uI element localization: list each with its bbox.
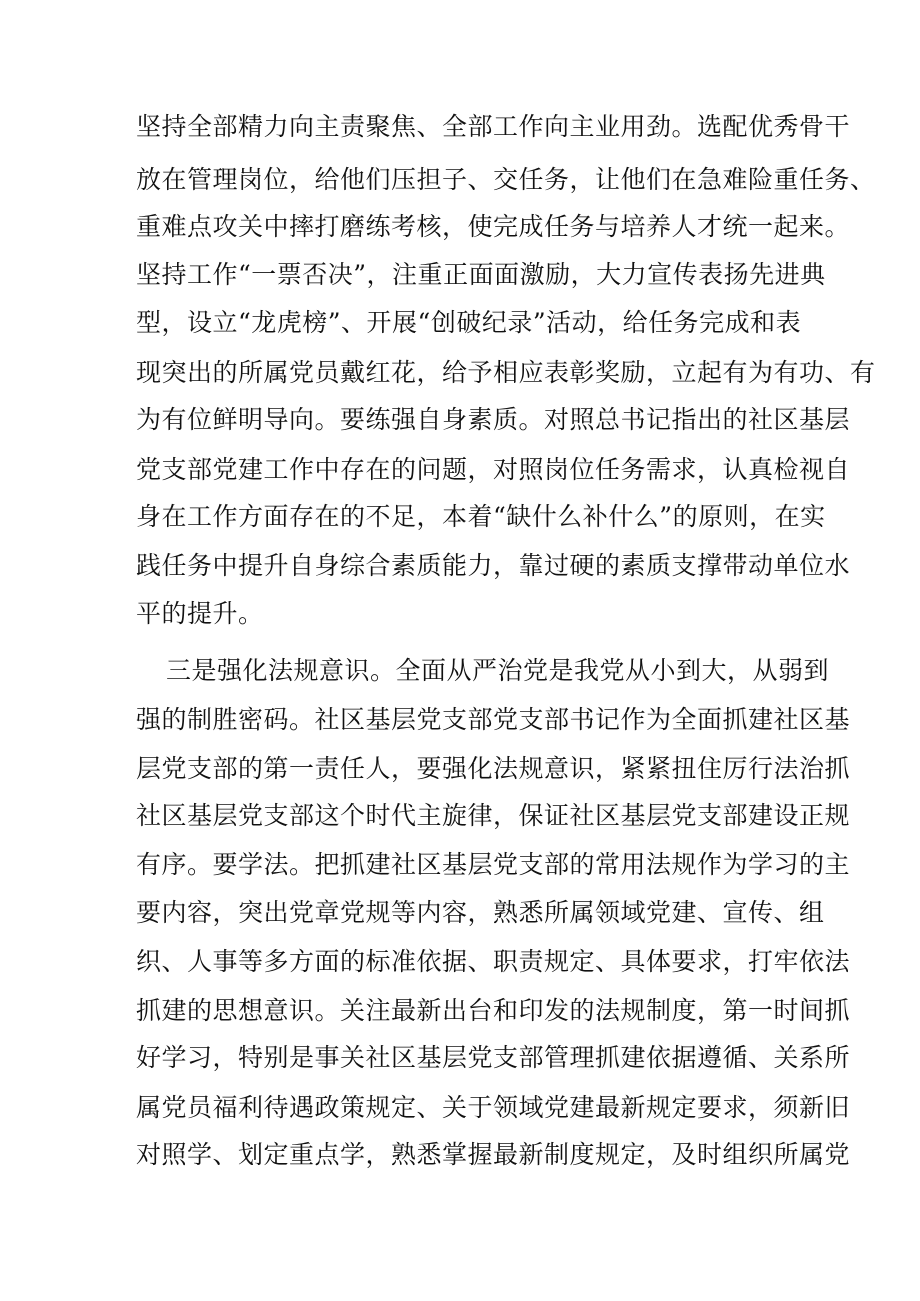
text-line: 放在管理岗位，给他们压担子、交任务，让他们在急难险重任务、 bbox=[136, 165, 876, 194]
text-line: 织、人事等多方面的标准依据、职责规定、具体要求，打牢依法 bbox=[136, 947, 851, 976]
text-line: 抓建的思想意识。关注最新出台和印发的法规制度，第一时间抓 bbox=[136, 996, 851, 1025]
text-line: 社区基层党支部这个时代主旋律，保证社区基层党支部建设正规 bbox=[136, 801, 851, 830]
text-line: 为有位鲜明导向。要练强自身素质。对照总书记指出的社区基层 bbox=[136, 405, 851, 434]
text-line: 属党员福利待遇政策规定、关于领域党建最新规定要求，须新旧 bbox=[136, 1093, 851, 1122]
text-line: 要内容，突出党章党规等内容，熟悉所属领域党建、宣传、组 bbox=[136, 898, 825, 927]
text-line: 型，设立“龙虎榜”、开展“创破纪录”活动，给任务完成和表 bbox=[136, 308, 802, 337]
text-line: 平的提升。 bbox=[136, 599, 264, 628]
text-line: 好学习，特别是事关社区基层党支部管理抓建依据遵循、关系所 bbox=[136, 1043, 851, 1072]
text-line: 践任务中提升自身综合素质能力，靠过硬的素质支撑带动单位水 bbox=[136, 551, 851, 580]
text-line: 有序。要学法。把抓建社区基层党支部的常用法规作为学习的主 bbox=[136, 850, 851, 879]
text-line: 强的制胜密码。社区基层党支部党支部书记作为全面抓建社区基 bbox=[136, 705, 851, 734]
text-line: 现突出的所属党员戴红花，给予相应表彰奖励，立起有为有功、有 bbox=[136, 358, 876, 387]
text-line: 党支部党建工作中存在的问题，对照岗位任务需求，认真检视自 bbox=[136, 455, 851, 484]
text-line: 对照学、划定重点学，熟悉掌握最新制度规定，及时组织所属党 bbox=[136, 1140, 851, 1169]
text-line: 层党支部的第一责任人，要强化法规意识，紧紧扭住厉行法治抓 bbox=[136, 754, 851, 783]
paragraph-start-line: 三是强化法规意识。全面从严治党是我党从小到大，从弱到 bbox=[166, 656, 830, 685]
text-line: 坚持工作“一票否决”，注重正面面激励，大力宣传表扬先进典 bbox=[136, 260, 826, 289]
text-line: 重难点攻关中摔打磨练考核，使完成任务与培养人才统一起来。 bbox=[136, 212, 851, 241]
text-line: 坚持全部精力向主责聚焦、全部工作向主业用劲。选配优秀骨干 bbox=[136, 112, 851, 141]
text-line: 身在工作方面存在的不足，本着“缺什么补什么”的原则，在实 bbox=[136, 502, 826, 531]
